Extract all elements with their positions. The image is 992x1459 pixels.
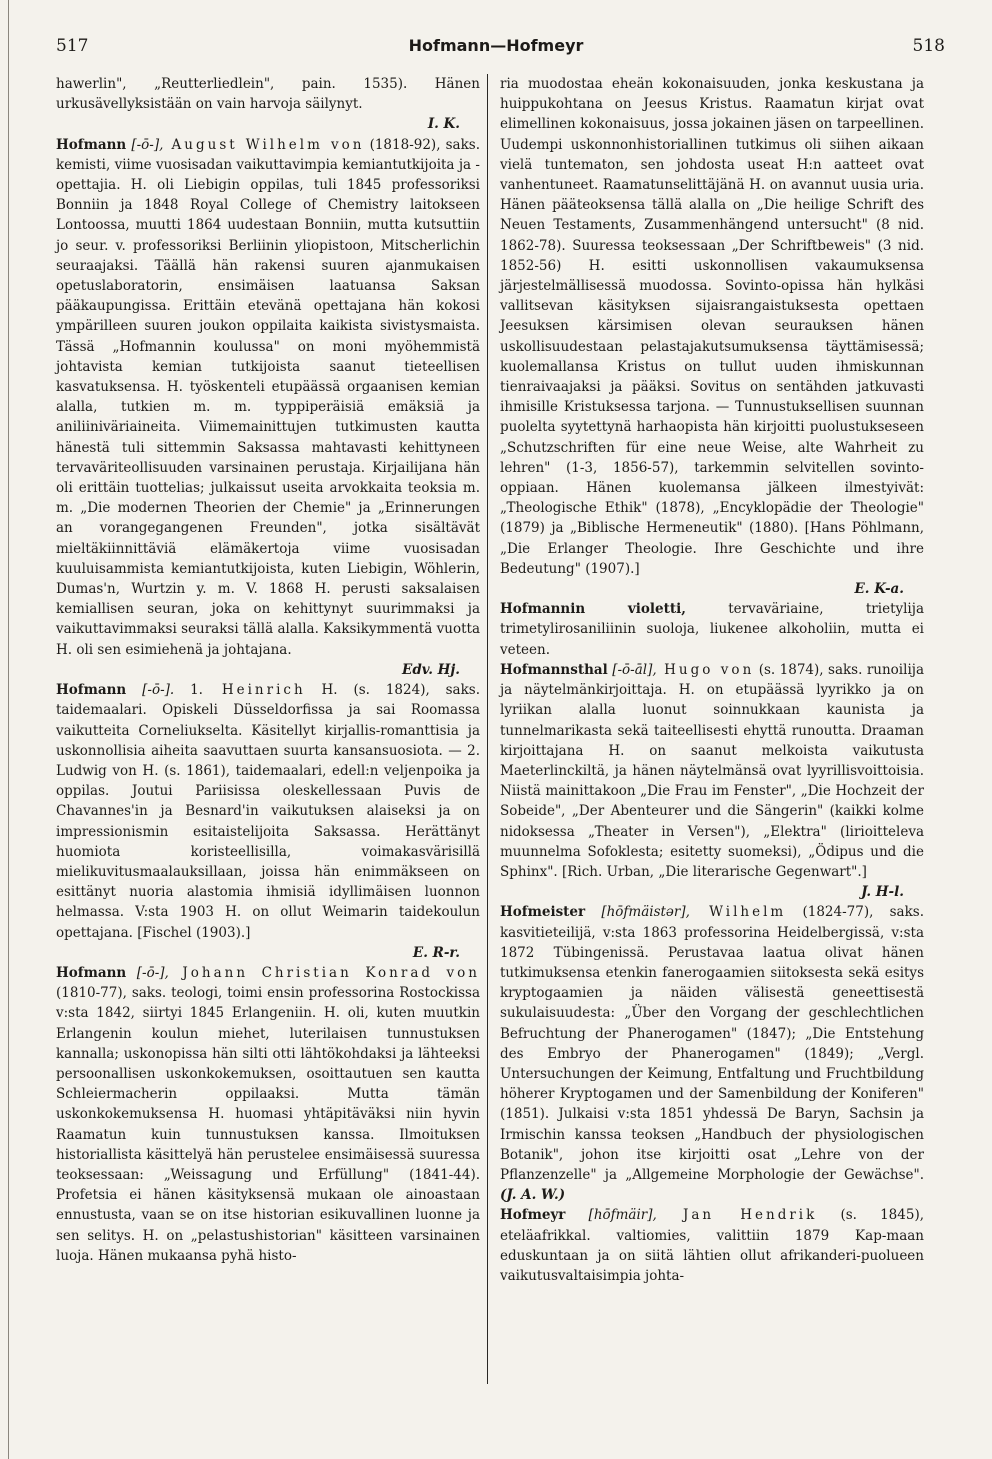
running-title: Hofmann—Hofmeyr bbox=[408, 36, 584, 55]
scan-margin-line bbox=[8, 0, 9, 1459]
entry-signature: (J. A. W.) bbox=[500, 1187, 566, 1204]
entry-given-names: Heinrich bbox=[202, 682, 306, 699]
entry-headword: Hofmann bbox=[56, 136, 127, 153]
entry-headword: Hofmeister bbox=[500, 904, 586, 921]
entry-text: tervaväriaine, trietylija trimetylirosaniliinin suoloja, liukenee alkoholiin, mutta ei veteen. bbox=[500, 601, 924, 658]
entry-text: (s. 1845), eteläafrikkal. valtiomies, valittiin 1879 Kap-maan eduskuntaan ja on siitä lähtien ollut afrikanderi-puolueen vaikutusvaltaisimpia johta- bbox=[500, 1207, 924, 1284]
entry-hofmeister bbox=[500, 902, 924, 1205]
entry-number: 1. bbox=[174, 682, 203, 699]
entry-given-names: Hugo von bbox=[656, 661, 755, 678]
entry-text: ria muodostaa eheän kokonaisuuden, jonka keskustana ja huippukohtana on Jeesus Kristus. Raamatun kirjat ovat elimellinen kokonaisuus, jossa jokainen jäsen on tarpeellinen. Uudempi uskonnonhistoriallinen tutkimus oli siihen aikaan vielä tuntematon, sen johdosta useat H:n aatteet ovat vanhentuneet. Raamatunselittäjänä H. on avannut uusia uria. Hänen pääteoksensa tällä alalla on „Die heilige Schrift des Neuen Testaments, Zusammenhängend untersucht" (8 nid. 1862-78). Suuressa teoksessaan „Der Schriftbeweis" (3 nid. 1852-56) H. esitti uskonnollisen vakaumuksensa järjestelmällisessä muodossa. Sovinto-opissa hän hylkäsi vallitsevan käsityksen sijaisrangaistuksesta opettaen Jeesuksen kärsimisen olevan seurauksen hänen uskollisuudestaan pelastajakutsumuksensa täyttämisessä; kuolemallansa Kristus on tullut uuden ihmiskunnan tienraivaajaksi ja pääksi. Sovitus on sentähden jatkuvasti ihmisille Kristuksessa tarjona. — Tunnustuksellisen suunnan puolelta syytettynä harhaopista hän kirjoitti puolustukseseen „Schutzschriften für eine neue Weise, alte Wahrheit zu lehren" (1-3, 1856-57), tarkemmin selvitellen sovinto-oppiaan. Hänen kuolemansa jälkeen ilmestyivät: „Theologische Ethik" (1878), „Encyklopädie der Theologie" (1879) ja „Biblische Hermeneutik" (1880). [Hans Pöhlmann, „Die Erlanger Theologie. Ihre Geschichte und ihre Bedeutung" (1907).] bbox=[500, 76, 924, 577]
right-column bbox=[500, 74, 924, 1286]
entry-hofmeyr bbox=[500, 1205, 924, 1286]
entry-hofmann-johann-christian bbox=[56, 963, 480, 1266]
entry-hofmann-august-wilhelm bbox=[56, 135, 480, 680]
entry-pronunciation: [-ō-āl], bbox=[607, 661, 657, 678]
entry-continuation bbox=[500, 74, 924, 599]
entry-hofmannsthal bbox=[500, 660, 924, 902]
entry-signature: E. R-r. bbox=[412, 944, 460, 961]
page-number-right: 518 bbox=[912, 36, 945, 56]
entry-signature: I. K. bbox=[427, 116, 460, 133]
entry-continuation bbox=[56, 74, 480, 135]
entry-hofmann-heinrich bbox=[56, 680, 480, 963]
entry-signature: Edv. Hj. bbox=[402, 661, 460, 678]
entry-pronunciation: [hōfmäistər], bbox=[585, 904, 690, 921]
entry-given-names: Wilhelm bbox=[689, 904, 787, 921]
entry-headword: Hofmannin violetti, bbox=[500, 601, 686, 618]
entry-pronunciation: [-ō-], bbox=[126, 136, 164, 153]
page-number-left: 517 bbox=[56, 36, 89, 56]
entry-signature: E. K-a. bbox=[854, 581, 904, 598]
entry-text: (1824-77), saks. kasvitieteilijä, v:sta 1863 professorina Heidelbergissä, v:sta 1872 Tübingenissä. Perustavaa laatua olivat hänen tutkimuksensa etenkin fanerogaamien siitoksesta sekä esitys kryptogaamien ja näiden välisestä geneettisestä sukulaisuudesta: „Über den Vorgang der geschlechtlichen Befruchtung der Phanerogamen" (1847); „Die Entstehung des Embryo der Phanerogamen" (1849); „Vergl. Untersuchungen der Keimung, Entfaltung und Fruchtbildung höherer Kryptogamen und der Samenbildung der Koniferen" (1851). Julkaisi v:sta 1851 yhdessä De Baryn, Sachsin ja Irmischin kanssa teoksen „Handbuch der physiologischen Botanik", johon itse kirjoitti osat „Lehre von der Pflanzenzelle" ja „Allgemeine Morphologie der Gewächse". bbox=[500, 904, 924, 1183]
entry-text: hawerlin", „Reutterliedlein", pain. 1535). Hänen urkusävellyksistään on vain harvoja säilynyt. bbox=[56, 76, 480, 113]
entry-headword: Hofmann bbox=[56, 682, 127, 699]
page-header bbox=[0, 36, 992, 60]
entry-text: (1810-77), saks. teologi, toimi ensin professorina Rostockissa v:sta 1842, siirtyi 1845 Erlangeniin. H. oli, kuten muutkin Erlangenin koulun miehet, luterilaisen tunnustuksen kannalla; uskonopissa hän silti otti lähtökohdaksi ja lähteeksi persoonallisen uskonkokemuksen, osoittautuen sen kautta Schleiermacherin oppilaaksi. Mutta tämän uskonkokemuksensa H. huomasi yhtäpitäväksi niin hyvin Raamatun kuin tunnustuksen kanssa. Ilmoituksen historiallista käsittelyä hän perustelee ensimäisessä suuressa teoksessaan: „Weissagung und Erfüllung" (1841-44). Profetsia ei hänen käsityksensä mukaan ole ainoastaan ennustusta, vaan se on itse historian esikuvallinen luonne ja sen selitys. H. on „pelastushistorian" käsitteen varsinainen luoja. Hänen mukaansa pyhä histo- bbox=[56, 985, 480, 1264]
entry-pronunciation: [-ō-]. bbox=[126, 682, 175, 699]
entry-text: (s. 1874), saks. runoilija ja näytelmänkirjoittaja. H. on etupäässä lyyrikko ja on lyriikan alalla luonut soinnukkaan kaunista ja tunnelmarikasta sekä taiteellisesti ehyttä runoutta. Draaman kirjoittajana H. on saanut melkoista vaikutusta Maeterlinckiltä, ja hänen näytelmänsä ovat lyyrillisvoittoisia. Niistä mainittakoon „Die Frau im Fenster", „Die Hochzeit der Sobeide", „Der Abenteurer und die Sängerin" (kaikki kolme nidoksessa „Theater in Versen"), „Elektra" (lirioitteleva muunnelma Sofoklesta; esitetty suomeksi), „Ödipus und die Sphinx". [Rich. Urban, „Die literarische Gegenwart".] bbox=[500, 661, 924, 880]
entry-given-names: Johann Christian Konrad von bbox=[168, 964, 480, 981]
entry-hofmannin-violetti bbox=[500, 599, 924, 660]
column-divider bbox=[487, 74, 488, 1384]
entry-text: H. (s. 1824), saks. taidemaalari. Opiskeli Düsseldorfissa ja sai Roomassa vaikutteita Corneliukselta. Käsitellyt kirjallis-romanttisia ja uskonnollisia aiheita saavuttaen suurta kansansuosiota. — 2. Ludwig von H. (s. 1861), taidemaalari, edell:n veljenpoika ja oppilas. Joutui Pariisissa oleskellessaan Puvis de Chavannes'in ja Besnard'in vaikutuksen alaiseksi ja on impressionismin esitaistelijoita Saksassa. Herättänyt huomiota koristeellisilla, voimakasvärisillä mielikuvitusmaalauksillaan, joissa hän enimmäkseen on esittänyt nuoria alastomia ihmisiä idyllimäisen luonnon helmassa. V:sta 1903 H. on ollut Weimarin taidekoulun opettajana. [Fischel (1903).] bbox=[56, 682, 481, 941]
entry-pronunciation: [hōfmäir], bbox=[565, 1207, 657, 1224]
entry-headword: Hofmann bbox=[56, 964, 127, 981]
entry-given-names: August Wilhelm von bbox=[163, 136, 365, 153]
entry-signature: J. H-l. bbox=[861, 884, 904, 901]
left-column bbox=[56, 74, 480, 1266]
entry-pronunciation: [-ō-], bbox=[126, 964, 169, 981]
entry-headword: Hofmeyr bbox=[500, 1207, 566, 1224]
entry-headword: Hofmannsthal bbox=[500, 661, 608, 678]
entry-given-names: Jan Hendrik bbox=[656, 1207, 818, 1224]
entry-text: (1818-92), saks. kemisti, viime vuosisadan vaikuttavimpia kemiantutkijoita ja -opettajia. H. oli Liebigin oppilas, tuli 1845 professoriksi Bonniin ja 1848 Royal College of Chemistry laitokseen Lontoossa, muutti 1864 uudestaan Bonniin, mutta kutsuttiin jo seur. v. professoriksi Berliinin yliopistoon, Mitscherlichin seuraajaksi. Täällä hän rakensi suuren ajanmukaisen opetuslaboratorin, ensimäisen laatuansa Saksan pääkaupungissa. Erittäin etevänä opettajana hän kokosi ympärilleen suuren joukon oppilaita kaikista sivistysmaista. Tässä „Hofmannin koulussa" on moni myöhemmistä johtavista kemian tutkijoista saanut tieteellisen kasvatuksensa. H. työskenteli etupäässä orgaanisen kemian alalla, tutkien m. m. typpiperäisiä emäksiä ja aniliiniväriaineita. Viimemainittujen tutkimusten kautta hänestä tuli sittemmin Saksassa mahtavasti kehittyneen tervaväriteollisuuden varsinainen perustaja. Kirjailijana hän oli erittäin tuottelias; julkaissut useita arvokkaita teoksia m. m. „Die modernen Theorien der Chemie" ja „Erinnerungen an vorangegangenen Freunden", jotka sisältävät mieltäkiinnittäviä elämäkertoja viime vuosisadan kuuluisammista kemiantutkijoista, kuten Liebigin, Wöhlerin, Dumas'n, Wurtzin y. m. V. 1868 H. perusti saksalaisen kemiallisen seuran, joka on kehittynyt suurimmaksi ja vaikuttavimmaksi seuraksi tällä alalla. Kaksikymmentä vuotta H. oli sen esimiehenä ja johtajana. bbox=[56, 136, 480, 658]
